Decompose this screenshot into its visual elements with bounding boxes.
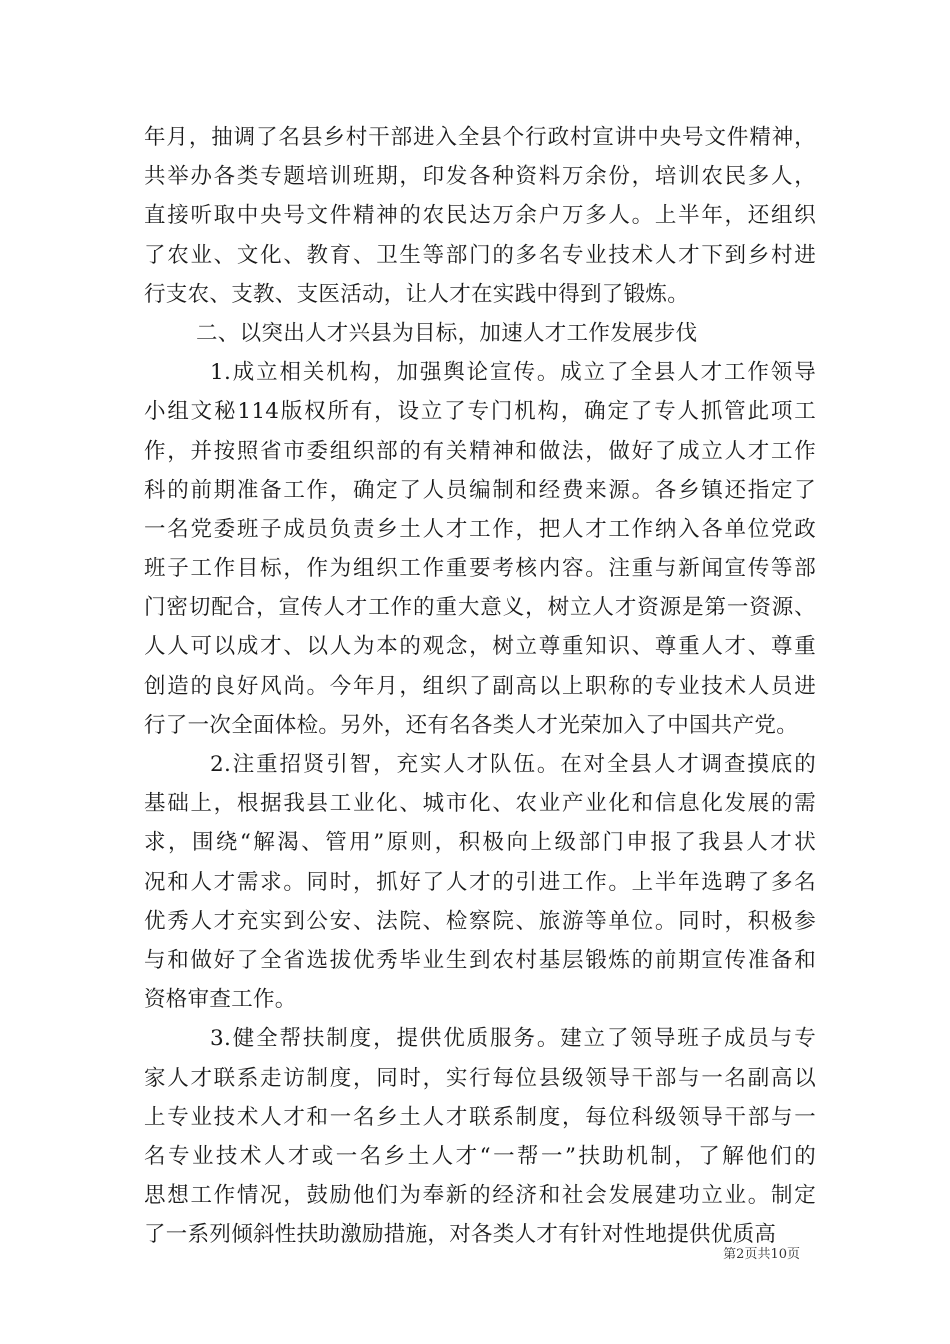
paragraph: [144, 118, 816, 314]
text-line: 家人才联系走访制度，同时，实行每位县级领导干部与一名副高以: [144, 1065, 816, 1091]
text-line: 年月，抽调了名县乡村干部进入全县个行政村宣讲中央号文件精神，: [144, 125, 816, 150]
text-line: 创造的良好风尚。今年月，组织了副高以上职称的专业技术人员进: [144, 673, 816, 699]
text-line: 名专业技术人才或一名乡土人才“一帮一”扶助机制，了解他们的: [144, 1143, 816, 1169]
text-line: 2.注重招贤引智，充实人才队伍。在对全县人才调查摸底的: [210, 752, 816, 777]
text-line: 小组文秘114版权所有，设立了专门机构，确定了专人抓管此项工: [144, 399, 816, 425]
text-line: 与和做好了全省选拔优秀毕业生到农村基层锻炼的前期宣传准备和: [144, 947, 816, 973]
text-line: 二、以突出人才兴县为目标，加速人才工作发展步伐: [196, 320, 698, 346]
page-number: 第2页共10页: [723, 1247, 800, 1262]
numbered-paragraph: [144, 745, 816, 1019]
text-line: 3.健全帮扶制度，提供优质服务。建立了领导班子成员与专: [210, 1026, 816, 1052]
text-line: 直接听取中央号文件精神的农民达万余户万多人。上半年，还组织: [144, 203, 816, 229]
document-body: [144, 118, 816, 1254]
text-line: 基础上，根据我县工业化、城市化、农业产业化和信息化发展的需: [144, 791, 816, 817]
numbered-paragraph: [144, 1019, 816, 1254]
section-heading: [144, 314, 816, 353]
text-line: 1.成立相关机构，加强舆论宣传。成立了全县人才工作领导: [210, 360, 816, 386]
text-line: 行了一次全面体检。另外，还有名各类人才光荣加入了中国共产党。: [144, 712, 799, 738]
text-line: 门密切配合，宣传人才工作的重大意义，树立人才资源是第一资源、: [144, 595, 816, 621]
text-line: 况和人才需求。同时，抓好了人才的引进工作。上半年选聘了多名: [144, 869, 816, 895]
numbered-paragraph: [144, 353, 816, 745]
text-line: 求，围绕“解渴、管用”原则，积极向上级部门申报了我县人才状: [144, 830, 816, 856]
text-line: 行支农、支教、支医活动，让人才在实践中得到了锻炼。: [144, 281, 690, 307]
text-line: 上专业技术人才和一名乡土人才联系制度，每位科级领导干部与一: [144, 1104, 816, 1130]
text-line: 人人可以成才、以人为本的观念，树立尊重知识、尊重人才、尊重: [144, 634, 816, 660]
text-line: 共举办各类专题培训班期，印发各种资料万余份，培训农民多人，: [144, 164, 816, 190]
text-line: 思想工作情况，鼓励他们为奉新的经济和社会发展建功立业。制定: [144, 1183, 816, 1209]
text-line: 资格审查工作。: [144, 987, 297, 1013]
text-line: 了农业、文化、教育、卫生等部门的多名专业技术人才下到乡村进: [144, 242, 816, 268]
text-line: 了一系列倾斜性扶助激励措施，对各类人才有针对性地提供优质高: [144, 1222, 777, 1248]
text-line: 班子工作目标，作为组织工作重要考核内容。注重与新闻宣传等部: [144, 556, 816, 582]
text-line: 科的前期准备工作，确定了人员编制和经费来源。各乡镇还指定了: [144, 477, 816, 503]
text-line: 一名党委班子成员负责乡土人才工作，把人才工作纳入各单位党政: [144, 516, 816, 542]
text-line: 优秀人才充实到公安、法院、检察院、旅游等单位。同时，积极参: [144, 908, 816, 934]
text-line: 作，并按照省市委组织部的有关精神和做法，做好了成立人才工作: [144, 438, 816, 464]
